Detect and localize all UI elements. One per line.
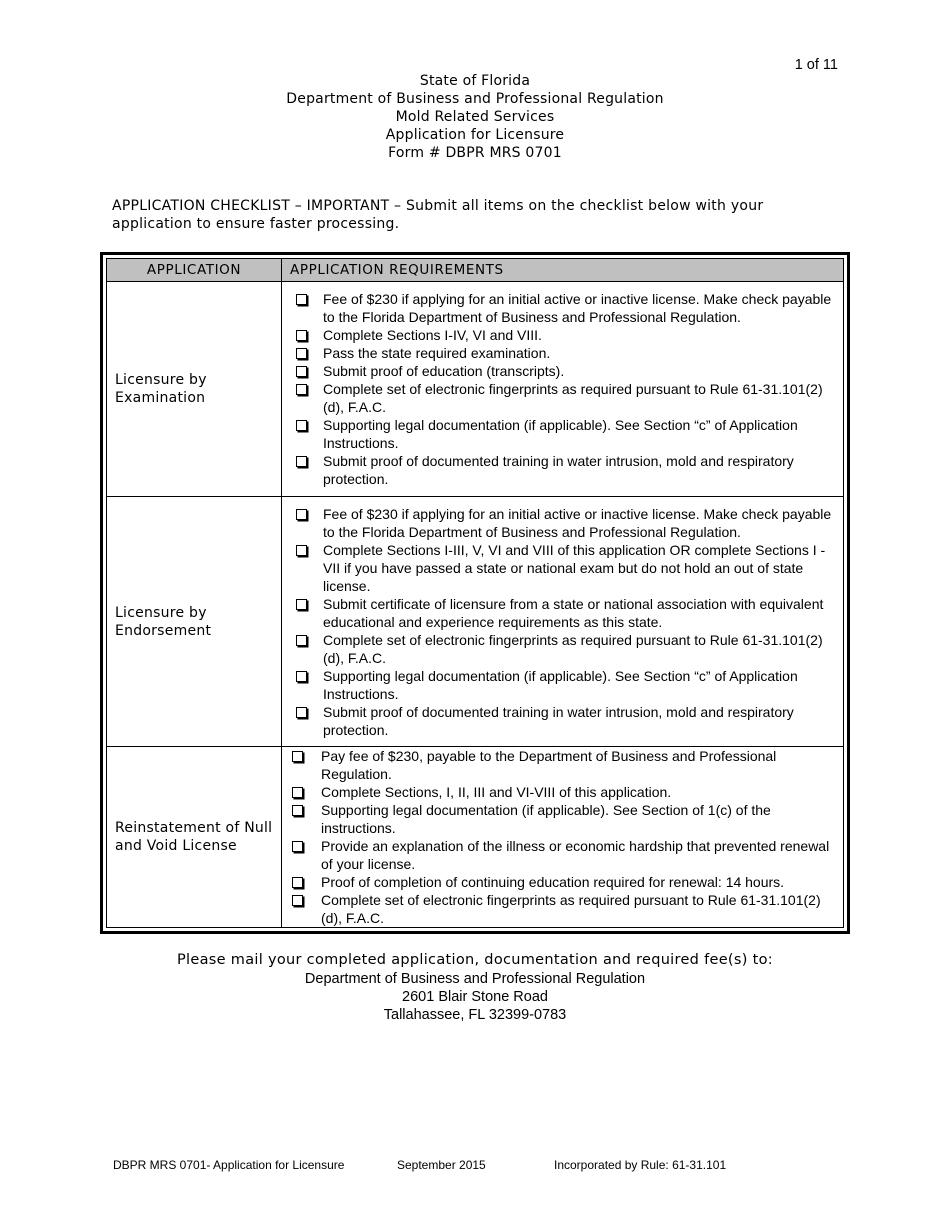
- checklist-item: [282, 891, 843, 927]
- label-line: Licensure by: [115, 372, 207, 388]
- checklist-item-text: Complete Sections I-III, V, VI and VIII of this application OR complete Sections I - VII if you have passed a state or national exam but do not hold an out of state license.: [323, 541, 826, 594]
- checkbox-icon: [296, 456, 307, 467]
- checklist-item: [282, 801, 843, 837]
- checklist-intro: APPLICATION CHECKLIST – IMPORTANT – Submit all items on the checklist below with your application to ensure faster processing.: [112, 198, 764, 232]
- checkbox-icon: [296, 635, 307, 646]
- header-title: Application for Licensure: [385, 127, 565, 143]
- mailing-instructions: [0, 951, 950, 1024]
- document-header: [0, 72, 950, 162]
- checkbox-icon: [292, 751, 303, 762]
- label-line: Endorsement: [115, 622, 212, 639]
- checkbox-icon: [296, 707, 307, 718]
- checkbox-icon: [292, 895, 303, 906]
- checklist-item-text: Fee of $230 if applying for an initial active or inactive license. Make check payable to the Florida Department of Business and Professional Regulation.: [323, 291, 832, 325]
- checklist-item: [282, 703, 843, 739]
- requirements-cell: [282, 282, 844, 497]
- requirements-cell: [282, 497, 844, 747]
- checklist-item-text: Complete Sections, I, II, III and VI-VIII of this application.: [321, 784, 672, 800]
- checklist-item: [282, 837, 843, 873]
- checkbox-icon: [296, 384, 307, 395]
- checklist-item-text: Pay fee of $230, payable to the Department of Business and Professional Regulation.: [321, 748, 777, 782]
- checklist-item: [282, 667, 843, 703]
- checklist-item: [282, 873, 843, 891]
- application-type-label: [107, 282, 282, 497]
- table-row-examination: [107, 282, 844, 497]
- requirements-cell: [282, 747, 844, 928]
- checklist-item: [282, 452, 843, 488]
- checklist-item: [282, 416, 843, 452]
- checklist-item: [282, 541, 843, 595]
- checkbox-icon: [292, 877, 303, 888]
- checkbox-icon: [292, 841, 303, 852]
- checkbox-icon: [296, 348, 307, 359]
- checklist-item-text: Complete Sections I-IV, VI and VIII.: [323, 327, 542, 343]
- checklist-item: [282, 505, 843, 541]
- label-line: Reinstatement of Null: [115, 820, 273, 836]
- mail-city: Tallahassee, FL 32399-0783: [383, 1007, 567, 1023]
- checklist-item-text: Proof of completion of continuing education required for renewal: 14 hours.: [321, 874, 785, 890]
- header-program: Mold Related Services: [395, 109, 555, 125]
- table-header-row: [107, 259, 844, 282]
- checklist-item-text: Complete set of electronic fingerprints as required pursuant to Rule 61-31.101(2)(d), F.A.C.: [323, 631, 823, 666]
- application-type-label: [107, 497, 282, 747]
- checklist-item-text: Complete set of electronic fingerprints as required pursuant to Rule 61-31.101(2)(d), F.A.C.: [321, 892, 821, 926]
- checklist-item: [282, 747, 843, 783]
- checkbox-icon: [296, 366, 307, 377]
- checklist-item-text: Submit certificate of licensure from a state or national association with equivalent educational and experience requirements as this state.: [323, 595, 824, 630]
- label-line: Examination: [115, 390, 206, 406]
- header-state: State of Florida: [419, 73, 531, 89]
- requirements-list: [282, 505, 843, 739]
- requirements-table: [100, 252, 850, 934]
- header-form-number: Form # DBPR MRS 0701: [388, 145, 562, 161]
- mail-instruction: Please mail your completed application, documentation and required fee(s) to:: [177, 952, 773, 968]
- checkbox-icon: [292, 805, 303, 816]
- requirements-list: [282, 747, 843, 927]
- checkbox-icon: [292, 787, 303, 798]
- checkbox-icon: [296, 509, 307, 520]
- checklist-item-text: Submit proof of education (transcripts).: [323, 363, 565, 379]
- checklist-item-text: Pass the state required examination.: [323, 345, 551, 361]
- table-row-endorsement: [107, 497, 844, 747]
- page-number: 1 of 11: [794, 57, 838, 73]
- requirements-list: [282, 290, 843, 488]
- footer-date: September 2015: [397, 1158, 486, 1172]
- column-header-requirements: APPLICATION REQUIREMENTS: [282, 259, 844, 282]
- checklist-item: [282, 326, 843, 344]
- checkbox-icon: [296, 671, 307, 682]
- header-department: Department of Business and Professional Regulation: [286, 91, 664, 107]
- checklist-item: [282, 290, 843, 326]
- checklist-item: [282, 344, 843, 362]
- checkbox-icon: [296, 294, 307, 305]
- mail-street: 2601 Blair Stone Road: [402, 989, 548, 1005]
- label-line: and Void License: [115, 838, 237, 854]
- checklist-item: [282, 783, 843, 801]
- checklist-item-text: Submit proof of documented training in water intrusion, mold and respiratory protection.: [323, 453, 794, 487]
- checkbox-icon: [296, 330, 307, 341]
- checklist-item-text: Supporting legal documentation (if applicable). See Section “c” of Application Instructions.: [323, 667, 798, 702]
- column-header-application: APPLICATION: [107, 259, 282, 282]
- label-line: Licensure by: [115, 604, 207, 621]
- checkbox-icon: [296, 420, 307, 431]
- checkbox-icon: [296, 545, 307, 556]
- checklist-item-text: Submit proof of documented training in water intrusion, mold and respiratory protection.: [323, 703, 794, 738]
- application-type-label: [107, 747, 282, 928]
- checklist-item-text: Complete set of electronic fingerprints as required pursuant to Rule 61-31.101(2)(d), F.A.C.: [323, 381, 823, 415]
- checklist-item: [282, 362, 843, 380]
- footer-form-title: DBPR MRS 0701- Application for Licensure: [113, 1158, 345, 1172]
- checklist-item: [282, 380, 843, 416]
- footer-rule: Incorporated by Rule: 61-31.101: [554, 1158, 727, 1172]
- checkbox-icon: [296, 599, 307, 610]
- checklist-item-text: Fee of $230 if applying for an initial active or inactive license. Make check payable to the Florida Department of Business and Professional Regulation.: [323, 505, 832, 540]
- mail-department: Department of Business and Professional Regulation: [304, 971, 646, 987]
- table-row-reinstatement: [107, 747, 844, 928]
- checklist-item: [282, 595, 843, 631]
- checklist-item-text: Provide an explanation of the illness or economic hardship that prevented renewal of your license.: [321, 838, 830, 872]
- checklist-item: [282, 631, 843, 667]
- checklist-item-text: Supporting legal documentation (if applicable). See Section of 1(c) of the instructions.: [321, 802, 771, 836]
- checklist-item-text: Supporting legal documentation (if applicable). See Section “c” of Application Instructions.: [323, 417, 798, 451]
